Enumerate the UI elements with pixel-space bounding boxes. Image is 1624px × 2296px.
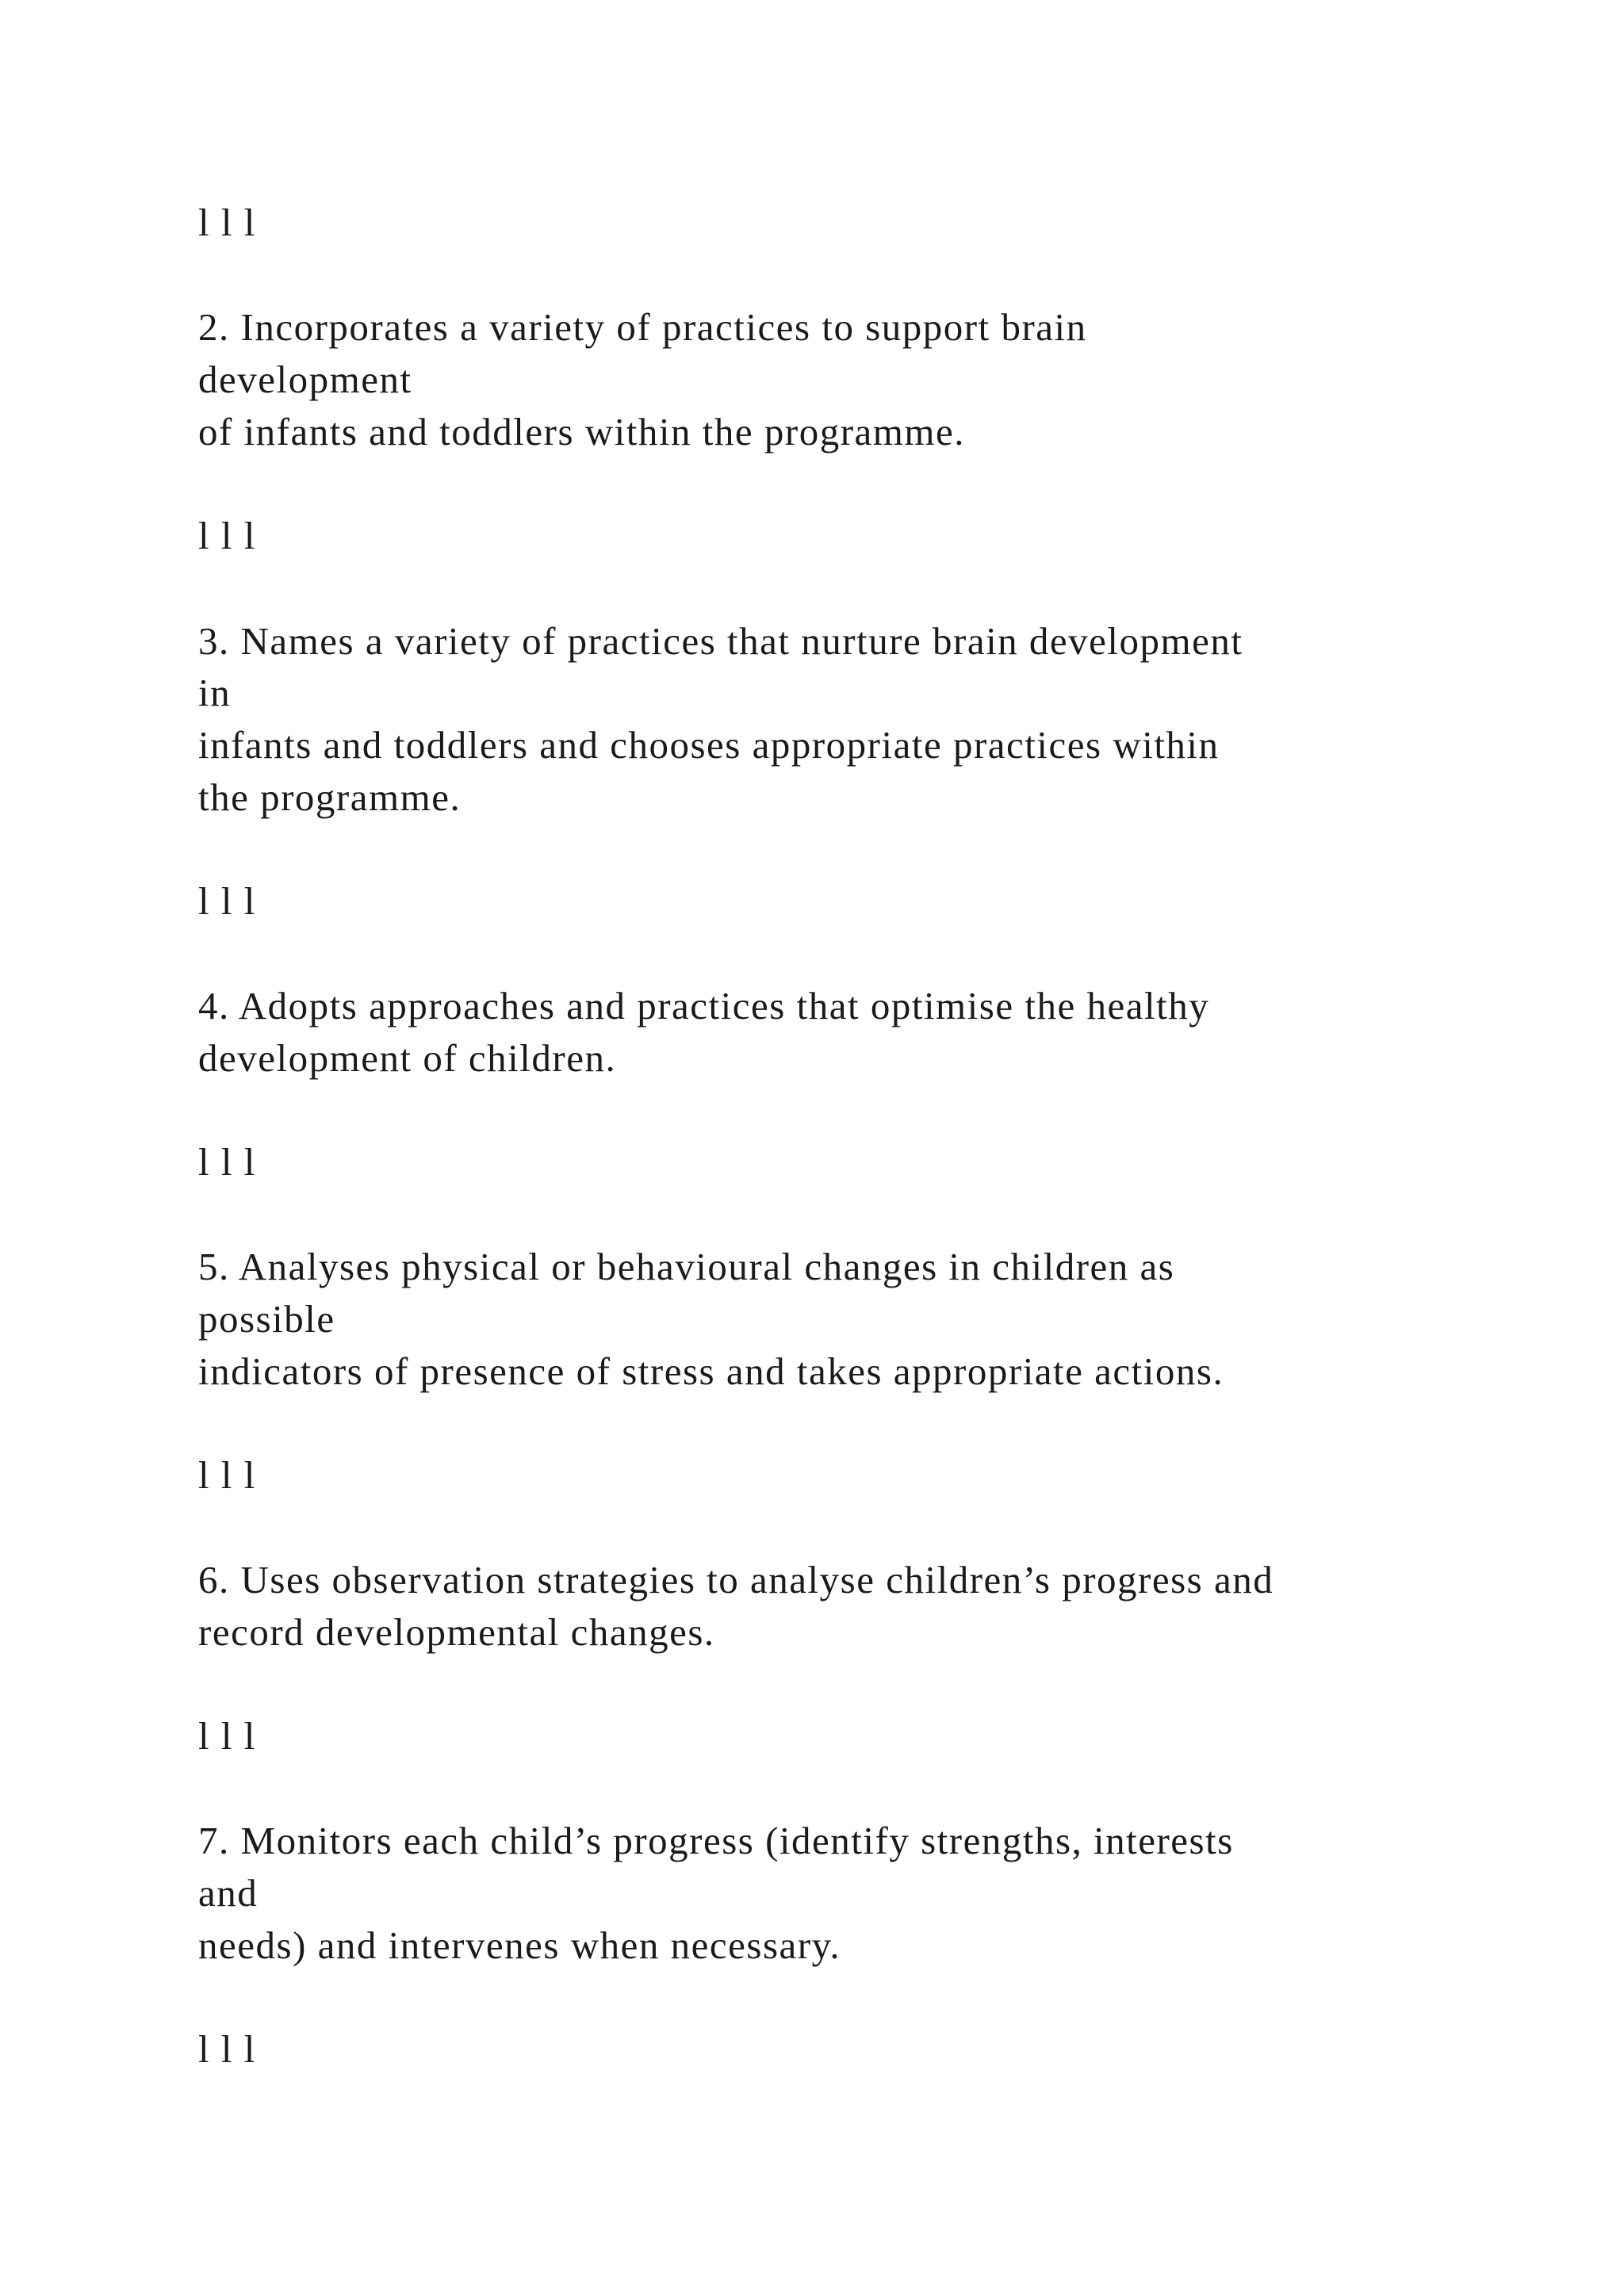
item-3-text-line-4: the programme.: [198, 775, 462, 819]
item-5-text-line-2: possible: [198, 1297, 335, 1341]
rating-marks: l l l: [198, 1140, 256, 1184]
rating-marks: l l l: [198, 2027, 256, 2071]
item-6-text-line-2: record developmental changes.: [198, 1610, 715, 1654]
item-3-text-line-1: 3. Names a variety of practices that nurture brain development: [198, 619, 1243, 663]
rating-marks: l l l: [198, 201, 256, 244]
item-5-text-line-1: 5. Analyses physical or behavioural changes in children as: [198, 1245, 1175, 1288]
rating-marks: l l l: [198, 1453, 256, 1497]
rating-marks: l l l: [198, 879, 256, 923]
item-3-text-line-3: infants and toddlers and chooses appropriate practices within: [198, 723, 1220, 767]
item-2-text-line-3: of infants and toddlers within the programme.: [198, 410, 965, 453]
item-4-text-line-1: 4. Adopts approaches and practices that optimise the healthy: [198, 984, 1210, 1027]
item-2-text-line-2: development: [198, 358, 412, 401]
item-7-text-line-2: and: [198, 1871, 259, 1915]
rating-marks: l l l: [198, 1714, 256, 1758]
rating-marks: l l l: [198, 514, 256, 557]
item-5-text-line-3: indicators of presence of stress and takes appropriate actions.: [198, 1349, 1224, 1393]
item-2-text-line-1: 2. Incorporates a variety of practices to support brain: [198, 305, 1087, 349]
item-3-text-line-2: in: [198, 671, 232, 714]
item-7-text-line-1: 7. Monitors each child’s progress (identify strengths, interests: [198, 1819, 1234, 1862]
item-7-text-line-3: needs) and intervenes when necessary.: [198, 1923, 841, 1967]
item-6-text-line-1: 6. Uses observation strategies to analyse children’s progress and: [198, 1558, 1274, 1601]
item-4-text-line-2: development of children.: [198, 1036, 617, 1080]
